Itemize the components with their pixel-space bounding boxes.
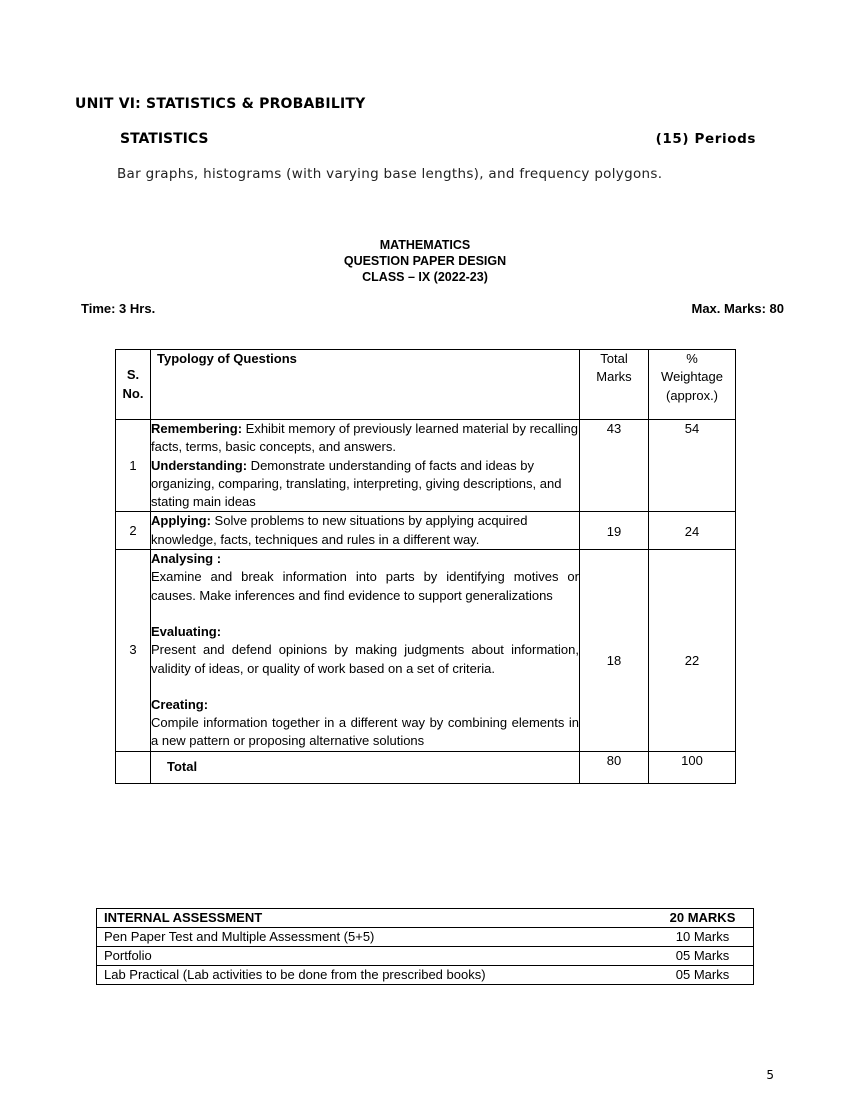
label-evaluating: Evaluating: — [151, 623, 222, 639]
ia-row — [97, 928, 754, 947]
header-weightage-line: (approx.) — [665, 387, 719, 403]
header-weightage-line: Weightage — [661, 369, 723, 385]
unit-heading: UNIT VI: STATISTICS & PROBABILITY — [75, 96, 366, 112]
description-remembering — [151, 420, 579, 457]
total-label: Total — [151, 751, 580, 783]
ia-row-label: Pen Paper Test and Multiple Assessment (5+5) — [97, 928, 653, 947]
text-analysing: Examine and break information into parts by identifying motives or causes. Make inferences and find evidence to support generalizations — [151, 569, 579, 603]
ia-row-marks: 05 Marks — [652, 947, 754, 966]
header-sno-line: No. — [122, 385, 144, 401]
design-title: QUESTION PAPER DESIGN — [343, 254, 507, 268]
ia-header-label: INTERNAL ASSESSMENT — [97, 909, 653, 928]
total-weightage: 100 — [649, 751, 736, 783]
periods-label: (15) Periods — [655, 131, 756, 147]
text-understanding: Demonstrate understanding of facts and ideas by organizing, comparing, translating, interpreting, giving descriptions, and stating main ideas — [151, 457, 562, 510]
header-total-marks-line: Marks — [596, 369, 632, 385]
time-label: Time: 3 Hrs. — [81, 301, 156, 316]
total-row — [116, 751, 736, 783]
header-typology: Typology of Questions — [151, 350, 580, 420]
row-sno: 2 — [116, 512, 151, 550]
ia-row-marks: 10 Marks — [652, 928, 754, 947]
header-sno-line: S. — [126, 367, 140, 383]
table-row — [116, 550, 736, 752]
row-sno: 1 — [116, 420, 151, 512]
question-paper-design-table — [115, 349, 736, 784]
header-total-marks — [580, 350, 649, 420]
row-sno: 3 — [116, 550, 151, 752]
row-description — [151, 512, 580, 550]
header-sno — [116, 350, 151, 420]
row-weightage: 24 — [649, 512, 736, 550]
text-remembering: Exhibit memory of previously learned material by recalling facts, terms, basic concepts, and answers. — [151, 421, 579, 455]
header-weightage-line: % — [686, 351, 698, 366]
text-creating: Compile information together in a different way by combining elements in a new pattern or proposing alternative solutions — [151, 715, 579, 749]
label-remembering: Remembering: — [151, 421, 243, 436]
internal-assessment-table — [96, 908, 754, 985]
class-title: CLASS – IX (2022-23) — [362, 270, 488, 284]
row-description — [151, 420, 580, 512]
label-creating: Creating: — [151, 696, 209, 712]
row-marks: 19 — [580, 512, 649, 550]
row-weightage: 22 — [649, 550, 736, 752]
label-understanding: Understanding: — [151, 457, 248, 473]
row-description — [151, 550, 580, 752]
total-marks: 80 — [580, 751, 649, 783]
header-total-marks-line: Total — [600, 351, 628, 366]
row-marks: 43 — [580, 420, 649, 512]
label-analysing: Analysing : — [151, 551, 222, 567]
table-row — [116, 512, 736, 550]
ia-header-row — [97, 909, 754, 928]
row-marks: 18 — [580, 550, 649, 752]
text-applying: Solve problems to new situations by applying acquired knowledge, facts, techniques and rules in a different way. — [151, 513, 528, 547]
ia-row-label: Portfolio — [97, 947, 653, 966]
table-row — [116, 420, 736, 512]
statistics-content: Bar graphs, histograms (with varying base lengths), and frequency polygons. — [117, 166, 663, 182]
ia-header-marks: 20 MARKS — [652, 909, 754, 928]
ia-row — [97, 947, 754, 966]
ia-row-marks: 05 Marks — [652, 966, 754, 985]
table-header-row — [116, 350, 736, 420]
ia-row — [97, 966, 754, 985]
page-number: 5 — [766, 1068, 774, 1082]
max-marks-label: Max. Marks: 80 — [691, 301, 784, 316]
statistics-subheading: STATISTICS — [120, 131, 209, 147]
description-understanding — [151, 457, 579, 512]
ia-row-label: Lab Practical (Lab activities to be done from the prescribed books) — [97, 966, 653, 985]
label-applying: Applying: — [151, 513, 211, 529]
row-weightage: 54 — [649, 420, 736, 512]
text-evaluating: Present and defend opinions by making judgments about information, validity of ideas, or quality of work based on a set of criteria. — [151, 642, 579, 676]
subject-title: MATHEMATICS — [379, 238, 471, 252]
header-weightage — [649, 350, 736, 420]
description-applying — [151, 512, 579, 549]
